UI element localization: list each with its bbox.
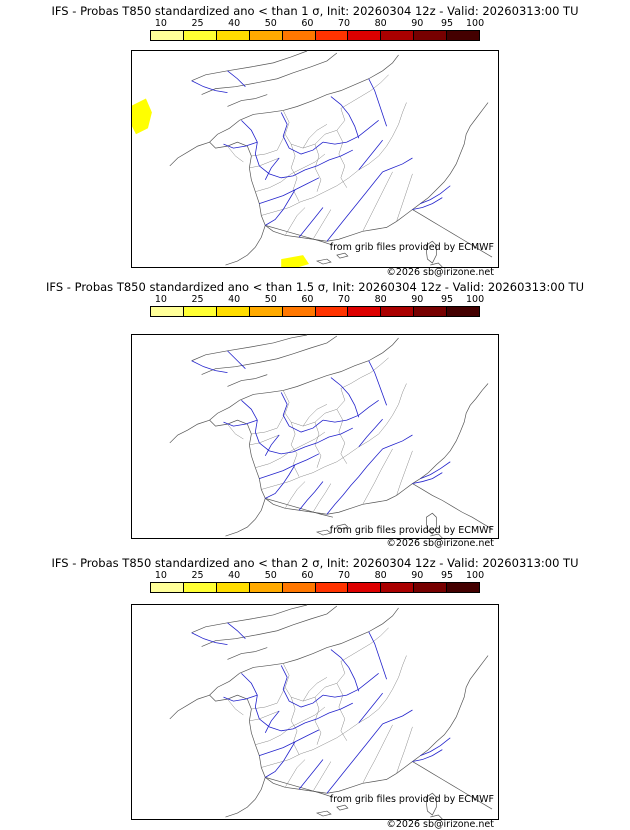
colorbar-3 [150, 570, 485, 596]
colorbar-segment [151, 31, 184, 40]
colorbar-segment [316, 583, 349, 592]
colorbar-segment [381, 307, 414, 316]
map-canvas-1[interactable] [131, 50, 499, 278]
colorbar-segment [184, 307, 217, 316]
panel-title-2: IFS - Probas T850 standardized ano < than 1.5 σ, Init: 20260304 12z - Valid: 20260313:00 TU [46, 280, 584, 294]
colorbar-tick-label: 95 [440, 294, 454, 305]
colorbar-gradient-1 [150, 30, 480, 41]
colorbar-gradient-3 [150, 582, 480, 593]
colorbar-tick-label: 70 [337, 570, 351, 581]
colorbar-segment [447, 307, 479, 316]
colorbar-tick-label: 90 [411, 570, 424, 581]
ecmwf-credit-1: from grib files provided by ECMWF [329, 242, 494, 253]
shaded-region [281, 255, 309, 267]
colorbar-segment [217, 31, 250, 40]
colorbar-segment [316, 307, 349, 316]
colorbar-tick-label: 100 [465, 18, 485, 29]
map-canvas-2[interactable] [131, 334, 499, 549]
colorbar-tick-label: 50 [264, 18, 277, 29]
colorbar-segment [184, 583, 217, 592]
colorbar-segment [381, 583, 414, 592]
ecmwf-credit-3: from grib files provided by ECMWF [329, 794, 494, 805]
colorbar-tick-label: 25 [191, 570, 204, 581]
colorbar-tick-label: 60 [301, 18, 314, 29]
colorbar-tick-label: 95 [440, 18, 454, 29]
colorbar-gradient-2 [150, 306, 480, 317]
colorbar-tick-label: 90 [411, 18, 424, 29]
colorbar-2 [150, 294, 485, 320]
colorbar-segment [447, 583, 479, 592]
shaded-region [132, 99, 152, 135]
colorbar-tick-label: 40 [228, 294, 241, 305]
colorbar-tick-labels-3 [150, 570, 485, 582]
colorbar-tick-label: 80 [374, 570, 387, 581]
panel-title-3: IFS - Probas T850 standardized ano < than 2 σ, Init: 20260304 12z - Valid: 20260313:00 TU [51, 556, 579, 570]
colorbar-segment [348, 307, 381, 316]
map-panel-1 [0, 0, 630, 276]
colorbar-tick-label: 95 [440, 570, 454, 581]
colorbar-tick-label: 100 [465, 570, 485, 581]
colorbar-segment [447, 31, 479, 40]
colorbar-tick-label: 50 [264, 570, 277, 581]
colorbar-segment [250, 307, 283, 316]
colorbar-segment [250, 583, 283, 592]
colorbar-segment [348, 31, 381, 40]
colorbar-tick-label: 80 [374, 294, 387, 305]
colorbar-tick-label: 100 [465, 294, 485, 305]
colorbar-segment [283, 307, 316, 316]
colorbar-segment [414, 583, 447, 592]
colorbar-tick-label: 10 [154, 294, 167, 305]
colorbar-tick-label: 60 [301, 294, 314, 305]
map-panel-3 [0, 552, 630, 828]
colorbar-segment [184, 31, 217, 40]
colorbar-tick-label: 40 [228, 18, 241, 29]
colorbar-segment [283, 31, 316, 40]
map-canvas-3[interactable] [131, 604, 499, 830]
colorbar-segment [316, 31, 349, 40]
colorbar-tick-label: 50 [264, 294, 277, 305]
colorbar-tick-label: 90 [411, 294, 424, 305]
colorbar-tick-label: 40 [228, 570, 241, 581]
colorbar-segment [414, 31, 447, 40]
colorbar-segment [217, 583, 250, 592]
colorbar-segment [381, 31, 414, 40]
colorbar-segment [414, 307, 447, 316]
map-panel-2 [0, 276, 630, 552]
owner-credit-1: ©2026 sb@irizone.net [386, 267, 494, 278]
colorbar-1 [150, 18, 485, 44]
panel-title-1: IFS - Probas T850 standardized ano < than 1 σ, Init: 20260304 12z - Valid: 20260313:00 TU [51, 4, 579, 18]
colorbar-tick-label: 25 [191, 294, 204, 305]
owner-credit-3: ©2026 sb@irizone.net [386, 819, 494, 830]
colorbar-tick-label: 25 [191, 18, 204, 29]
colorbar-tick-label: 60 [301, 570, 314, 581]
colorbar-segment [348, 583, 381, 592]
colorbar-tick-label: 70 [337, 18, 351, 29]
ecmwf-credit-2: from grib files provided by ECMWF [329, 525, 494, 536]
colorbar-tick-label: 10 [154, 570, 167, 581]
colorbar-segment [250, 31, 283, 40]
colorbar-segment [217, 307, 250, 316]
colorbar-tick-label: 70 [337, 294, 351, 305]
colorbar-segment [283, 583, 316, 592]
colorbar-segment [151, 583, 184, 592]
colorbar-tick-label: 80 [374, 18, 387, 29]
colorbar-tick-labels-1 [150, 18, 485, 30]
colorbar-tick-label: 10 [154, 18, 167, 29]
colorbar-tick-labels-2 [150, 294, 485, 306]
colorbar-segment [151, 307, 184, 316]
owner-credit-2: ©2026 sb@irizone.net [386, 538, 494, 549]
